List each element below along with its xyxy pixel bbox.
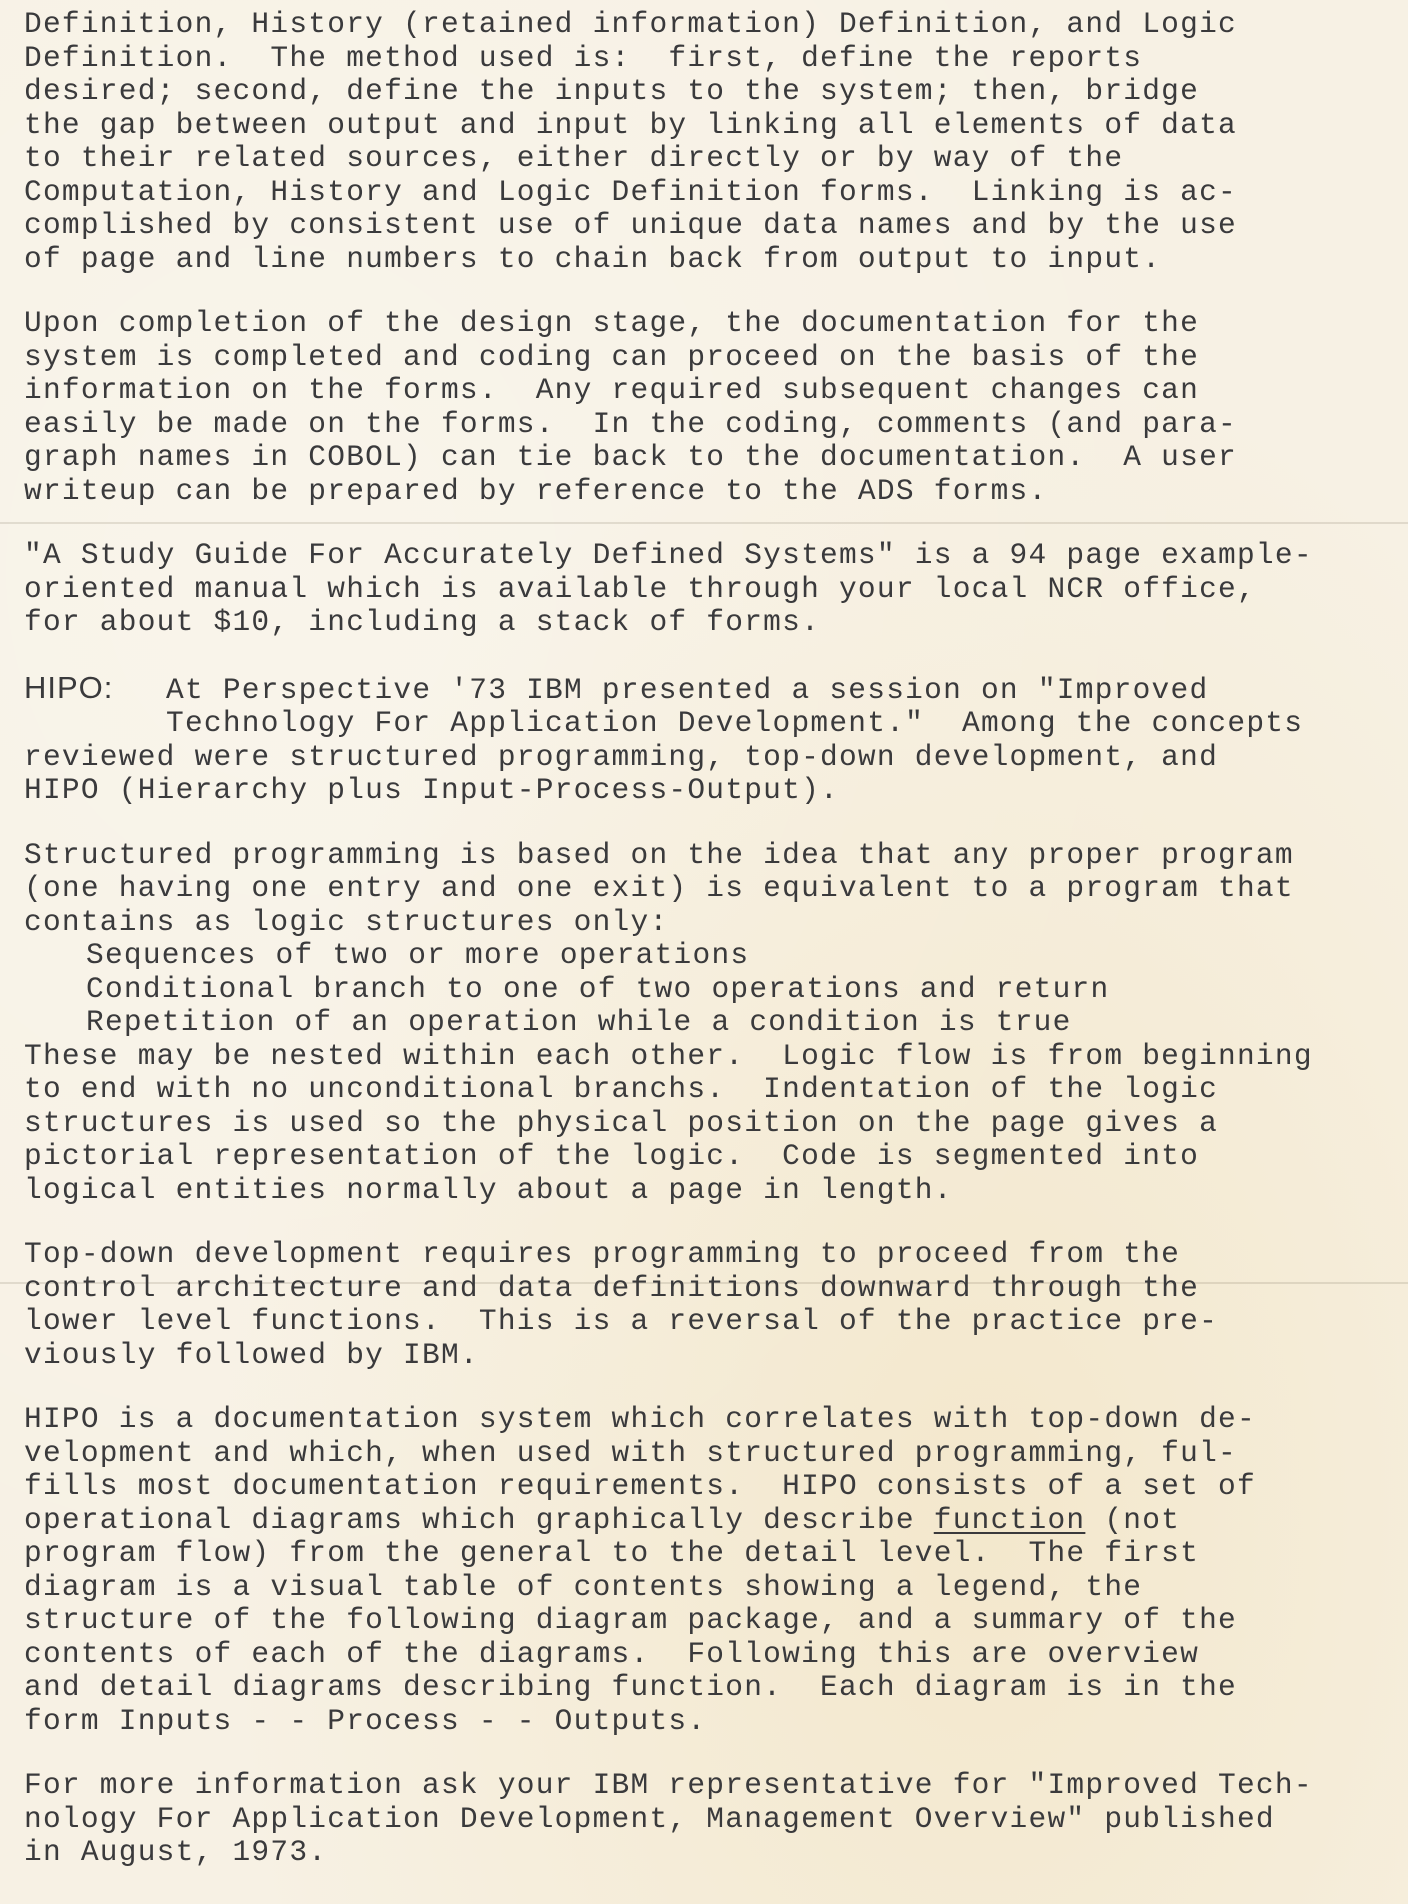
- text-line: oriented manual which is available through your local NCR office,: [24, 571, 1256, 606]
- paragraph-study-guide: [24, 539, 1394, 640]
- text-line: program flow) from the general to the detail level. The first: [24, 1536, 1200, 1570]
- text-line: (one having one entry and one exit) is equivalent to a program that: [24, 871, 1294, 905]
- text-line: control architecture and data definitions downward through the: [24, 1270, 1200, 1305]
- text-line: nology For Application Development, Management Overview" published: [24, 1801, 1275, 1836]
- text-line: to end with no unconditional branchs. Indentation of the logic: [24, 1072, 1219, 1106]
- paragraph-ads-method: [24, 8, 1394, 276]
- text-line: writeup can be prepared by reference to the ADS forms.: [24, 473, 1048, 508]
- list-item: Repetition of an operation while a condition is true: [86, 1005, 1072, 1039]
- text-line: desired; second, define the inputs to the system; then, bridge: [24, 74, 1200, 108]
- text-line: and detail diagrams describing function. Each diagram is in the: [24, 1670, 1237, 1704]
- paragraph-more-information: [24, 1769, 1394, 1870]
- text-line: Definition, History (retained information) Definition, and Logic: [24, 7, 1237, 41]
- text-line: fills most documentation requirements. HIPO consists of a set of: [24, 1469, 1256, 1503]
- text-segment: (not: [1085, 1502, 1181, 1537]
- paragraph-structured-programming: [24, 839, 1394, 1208]
- text-line: Definition. The method used is: first, define the reports: [24, 40, 1143, 75]
- text-line: For more information ask your IBM representative for "Improved Tech-: [24, 1768, 1313, 1802]
- text-line: "A Study Guide For Accurately Defined Systems" is a 94 page example-: [24, 538, 1313, 572]
- text-line: reviewed were structured programming, top-down development, and: [24, 739, 1219, 774]
- text-line: Technology For Application Development." Among the concepts: [166, 706, 1304, 740]
- text-line: structures is used so the physical position on the page gives a: [24, 1105, 1219, 1140]
- paragraph-hipo-intro: [24, 671, 1394, 808]
- paragraph-design-stage: [24, 307, 1394, 508]
- paragraph-top-down: [24, 1238, 1394, 1372]
- list-item: Sequences of two or more operations: [86, 938, 750, 972]
- text-line: [24, 1504, 1394, 1538]
- text-line: for about $10, including a stack of forms.: [24, 605, 821, 639]
- text-line: contains as logic structures only:: [24, 904, 669, 939]
- text-line: velopment and which, when used with structured programming, ful-: [24, 1435, 1237, 1470]
- text-line: graph names in COBOL) can tie back to the documentation. A user: [24, 440, 1237, 474]
- text-line: Top-down development requires programming to proceed from the: [24, 1237, 1181, 1271]
- text-line: HIPO (Hierarchy plus Input-Process-Output).: [24, 773, 839, 807]
- text-line: easily be made on the forms. In the coding, comments (and para-: [24, 406, 1237, 441]
- text-line: contents of each of the diagrams. Following this are overview: [24, 1636, 1200, 1671]
- underlined-word-function: function: [933, 1502, 1086, 1537]
- list-item: Conditional branch to one of two operations and return: [86, 971, 1110, 1006]
- text-line: the gap between output and input by linking all elements of data: [24, 107, 1237, 142]
- text-line: viously followed by IBM.: [24, 1337, 479, 1372]
- section-heading-hipo: HIPO:: [24, 669, 114, 705]
- text-line: pictorial representation of the logic. Code is segmented into: [24, 1139, 1200, 1173]
- text-line: Structured programming is based on the idea that any proper program: [24, 837, 1294, 872]
- text-line: logical entities normally about a page in length.: [24, 1172, 953, 1207]
- document-page: [24, 8, 1394, 1901]
- text-segment: operational diagrams which graphically describe: [24, 1502, 934, 1537]
- text-line: information on the forms. Any required subsequent changes can: [24, 373, 1200, 407]
- text-line: Upon completion of the design stage, the documentation for the: [24, 306, 1200, 340]
- text-line: in August, 1973.: [24, 1835, 328, 1869]
- text-line: These may be nested within each other. Logic flow is from beginning: [24, 1038, 1313, 1073]
- text-line: structure of the following diagram package, and a summary of the: [24, 1603, 1237, 1637]
- text-line: HIPO is a documentation system which correlates with top-down de-: [24, 1402, 1256, 1436]
- text-line-content: At Perspective '73 IBM presented a session on "Improved: [166, 672, 1209, 707]
- text-line: to their related sources, either directly or by way of the: [24, 141, 1124, 175]
- text-line: Computation, History and Logic Definition forms. Linking is ac-: [24, 174, 1237, 209]
- text-line: complished by consistent use of unique data names and by the use: [24, 208, 1237, 242]
- text-line: [24, 671, 1394, 708]
- text-line: of page and line numbers to chain back from output to input.: [24, 241, 1162, 276]
- text-line: lower level functions. This is a reversal of the practice pre-: [24, 1304, 1219, 1338]
- text-line: diagram is a visual table of contents showing a legend, the: [24, 1569, 1143, 1604]
- text-line: form Inputs - - Process - - Outputs.: [24, 1703, 707, 1738]
- paragraph-hipo-description: [24, 1403, 1394, 1738]
- text-line: system is completed and coding can proceed on the basis of the: [24, 339, 1200, 374]
